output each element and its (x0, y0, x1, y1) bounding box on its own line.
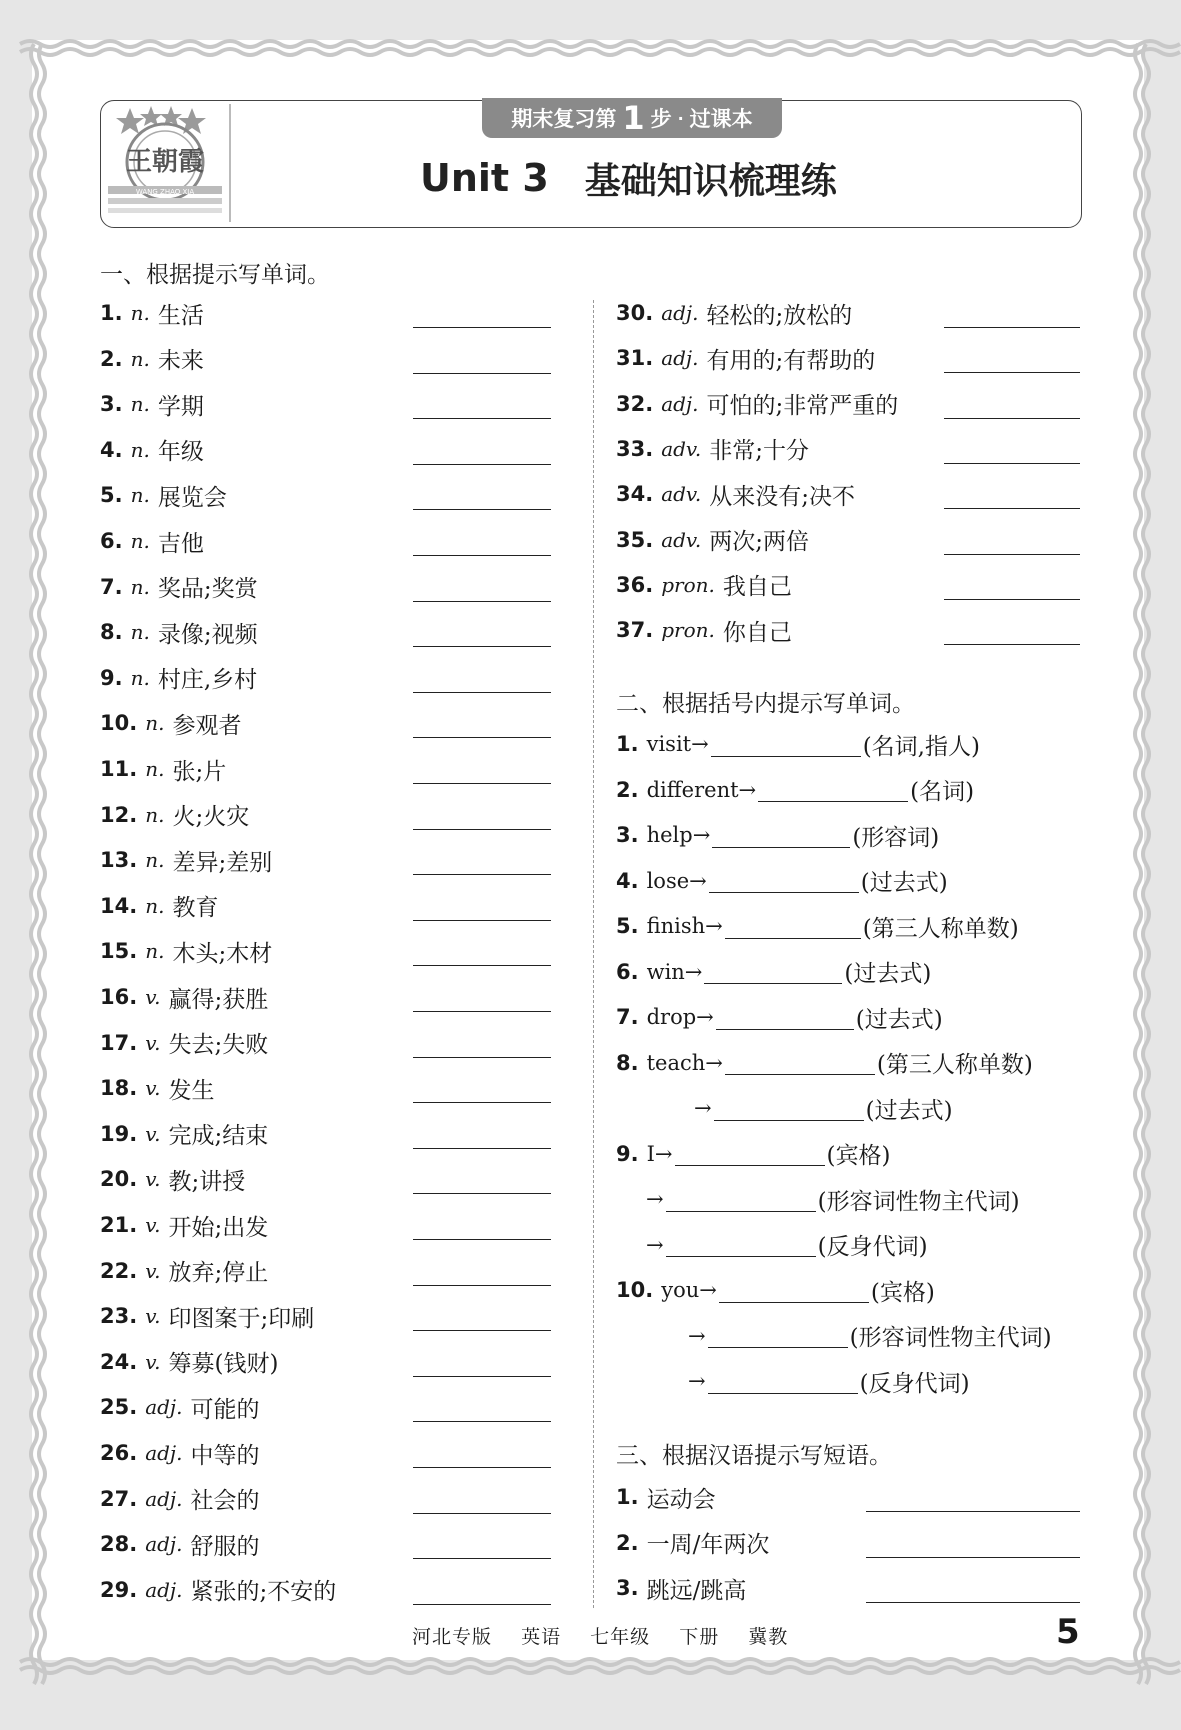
transform-item (616, 864, 948, 898)
item-number: 17. (100, 1030, 138, 1055)
vocab-item (100, 342, 204, 376)
base-word: → (688, 1323, 706, 1348)
vocab-item (100, 387, 204, 421)
vocab-item (100, 433, 204, 467)
base-word: teach→ (646, 1050, 723, 1075)
transform-item (646, 1228, 928, 1262)
item-number: 9. (616, 1141, 639, 1166)
item-number: 35. (616, 527, 654, 552)
item-meaning: 木头;木材 (172, 940, 273, 967)
answer-blank[interactable] (413, 1604, 551, 1605)
answer-blank[interactable] (944, 599, 1080, 600)
answer-blank[interactable] (725, 1050, 875, 1075)
answer-blank[interactable] (413, 1148, 551, 1149)
wave-line (20, 1667, 1180, 1673)
answer-blank[interactable] (413, 692, 551, 693)
item-meaning: 展览会 (157, 484, 227, 511)
part-of-speech: n. (145, 711, 165, 736)
part-of-speech: v. (145, 1167, 161, 1192)
item-number: 32. (616, 391, 654, 416)
answer-blank[interactable] (944, 644, 1080, 645)
answer-blank[interactable] (708, 1323, 848, 1348)
part-of-speech: adj. (661, 346, 699, 371)
item-number: 33. (616, 436, 654, 461)
item-number: 21. (100, 1213, 138, 1237)
item-number: 3. (616, 823, 639, 847)
section2-heading: 二、根据括号内提示写单词。 (616, 691, 915, 717)
part-of-speech: adj. (145, 1577, 183, 1602)
page-title (420, 148, 1020, 208)
item-meaning: 张;片 (172, 758, 227, 785)
form-hint: (形容词) (852, 824, 940, 851)
item-meaning: 奖品;奖赏 (157, 576, 258, 603)
footer-subject: 英语 (521, 1626, 562, 1648)
form-hint: (名词) (910, 779, 975, 805)
form-hint: (反身代词) (859, 1370, 970, 1397)
part-of-speech: v. (145, 1349, 161, 1374)
answer-blank[interactable] (675, 1141, 825, 1166)
phrase-item (616, 1526, 769, 1560)
item-meaning: 非常;十分 (709, 438, 809, 465)
vocab-item (100, 1071, 215, 1105)
part-of-speech: v. (145, 1213, 161, 1237)
item-number: 19. (100, 1121, 138, 1146)
transform-item (688, 1319, 1052, 1353)
item-number: 31. (616, 346, 654, 371)
review-step-tab (482, 98, 782, 138)
item-meaning: 紧张的;不安的 (190, 1579, 337, 1606)
vocab-item (100, 1527, 260, 1561)
answer-blank[interactable] (711, 732, 861, 757)
part-of-speech: adv. (661, 436, 702, 461)
answer-blank[interactable] (413, 829, 551, 830)
base-word: help→ (646, 823, 711, 847)
answer-blank[interactable] (712, 823, 850, 848)
transform-item (616, 773, 974, 807)
phrase-meaning: 运动会 (646, 1486, 716, 1513)
vocab-item (616, 341, 875, 375)
answer-blank[interactable] (413, 373, 551, 374)
part-of-speech: n. (130, 529, 150, 553)
item-meaning: 吉他 (157, 530, 204, 557)
item-number: 12. (100, 802, 138, 827)
svg-text:王朝霞: 王朝霞 (125, 147, 205, 177)
item-number: 6. (616, 959, 639, 984)
answer-blank[interactable] (944, 463, 1080, 464)
vocab-item (100, 1208, 268, 1242)
item-meaning: 赢得;获胜 (168, 986, 269, 1013)
item-number: 18. (100, 1076, 138, 1101)
vocab-item (100, 478, 227, 512)
item-number: 1. (616, 1485, 639, 1509)
base-word: lose→ (646, 868, 707, 893)
tab-dot: · (677, 108, 684, 128)
item-meaning: 印图案于;印刷 (168, 1305, 315, 1332)
answer-blank[interactable] (666, 1187, 816, 1212)
answer-blank[interactable] (413, 1376, 551, 1377)
answer-blank[interactable] (413, 601, 551, 602)
part-of-speech: n. (130, 620, 150, 645)
base-word: finish→ (646, 914, 723, 938)
logo-seal (104, 104, 226, 222)
answer-blank[interactable] (413, 1513, 551, 1514)
tab-prefix: 期末复习第 (511, 107, 617, 131)
item-number: 24. (100, 1349, 138, 1374)
form-hint: (宾格) (870, 1279, 935, 1306)
part-of-speech: adj. (145, 1486, 183, 1511)
form-hint: (过去式) (855, 1006, 943, 1033)
item-number: 2. (616, 1530, 639, 1555)
tab-name: 过课本 (689, 107, 753, 131)
form-hint: (过去式) (860, 870, 948, 896)
form-hint: (过去式) (844, 961, 932, 987)
form-hint: (形容词性物主代词) (817, 1188, 1020, 1215)
tab-step-number: 1 (622, 99, 645, 137)
part-of-speech: n. (145, 802, 165, 827)
item-number: 15. (100, 939, 138, 964)
item-meaning: 完成;结束 (168, 1123, 269, 1150)
answer-blank[interactable] (413, 1239, 551, 1240)
vocab-item (100, 889, 218, 923)
answer-blank[interactable] (413, 920, 551, 921)
answer-blank[interactable] (413, 1421, 551, 1422)
item-number: 28. (100, 1532, 138, 1557)
form-hint: (名词,指人) (862, 733, 980, 760)
part-of-speech: adj. (145, 1395, 183, 1420)
part-of-speech: v. (145, 1304, 161, 1329)
transform-item (616, 1273, 935, 1307)
vocab-item (100, 1390, 260, 1424)
item-meaning: 舒服的 (190, 1533, 260, 1560)
base-word: → (646, 1232, 664, 1257)
vocab-item (100, 615, 258, 649)
item-meaning: 教育 (172, 895, 219, 922)
part-of-speech: adj. (145, 1532, 183, 1557)
item-number: 10. (100, 711, 138, 736)
answer-blank[interactable] (413, 1011, 551, 1012)
answer-blank[interactable] (413, 418, 551, 419)
item-meaning: 你自己 (722, 619, 792, 646)
item-meaning: 社会的 (190, 1488, 260, 1515)
part-of-speech: n. (145, 757, 165, 781)
transform-item (616, 727, 980, 761)
footer-grade: 七年级 (590, 1626, 651, 1648)
item-number: 3. (616, 1576, 639, 1600)
vocab-item (616, 432, 809, 466)
answer-blank[interactable] (413, 1193, 551, 1194)
answer-blank[interactable] (413, 327, 551, 328)
transform-item (616, 1137, 890, 1171)
item-meaning: 差异;差别 (172, 849, 273, 876)
vocab-item (100, 980, 268, 1014)
item-number: 13. (100, 848, 138, 873)
phrase-item (616, 1571, 746, 1605)
section1-heading: 一、根据提示写单词。 (100, 262, 330, 288)
vocab-item (100, 570, 258, 604)
answer-blank[interactable] (758, 777, 908, 802)
part-of-speech: n. (130, 301, 150, 325)
answer-blank[interactable] (944, 554, 1080, 555)
item-meaning: 录像;视频 (157, 621, 258, 648)
part-of-speech: v. (145, 1030, 161, 1055)
answer-blank[interactable] (413, 1057, 551, 1058)
vocab-item (616, 296, 852, 330)
transform-item (694, 1091, 953, 1125)
item-meaning: 开始;出发 (168, 1214, 269, 1241)
item-number: 27. (100, 1486, 138, 1511)
answer-blank[interactable] (413, 783, 551, 784)
item-number: 1. (100, 301, 123, 325)
item-meaning: 中等的 (190, 1442, 260, 1469)
item-meaning: 学期 (157, 393, 204, 420)
answer-blank[interactable] (413, 1102, 551, 1103)
item-number: 8. (616, 1050, 639, 1075)
vocab-item (616, 477, 855, 511)
part-of-speech: n. (145, 893, 165, 918)
item-number: 16. (100, 985, 138, 1009)
answer-blank[interactable] (413, 874, 551, 875)
answer-blank[interactable] (413, 737, 551, 738)
vocab-item (100, 1117, 268, 1151)
answer-blank[interactable] (413, 1467, 551, 1468)
answer-blank[interactable] (666, 1232, 816, 1257)
item-meaning: 发生 (168, 1077, 215, 1104)
item-number: 36. (616, 572, 654, 597)
vocab-item (616, 387, 898, 421)
footer-info (412, 1622, 810, 1649)
vocab-item (100, 798, 249, 832)
transform-item (646, 1182, 1020, 1216)
transform-item (616, 818, 939, 852)
part-of-speech: pron. (661, 618, 715, 643)
transform-item (616, 1046, 1033, 1080)
item-number: 9. (100, 665, 123, 690)
item-number: 7. (100, 574, 123, 599)
form-hint: (第三人称单数) (876, 1052, 1033, 1078)
title-text: 基础知识梳理练 (584, 160, 837, 202)
item-number: 5. (616, 914, 639, 938)
answer-blank[interactable] (413, 464, 551, 465)
answer-blank[interactable] (944, 327, 1080, 328)
vocab-item (100, 1436, 260, 1470)
part-of-speech: v. (145, 1258, 161, 1283)
item-number: 8. (100, 620, 123, 645)
base-word: → (694, 1096, 712, 1120)
logo-divider (229, 104, 231, 222)
part-of-speech: adj. (661, 391, 699, 416)
item-meaning: 两次;两倍 (709, 529, 809, 555)
vocab-item (616, 523, 809, 557)
part-of-speech: n. (145, 939, 165, 964)
form-hint: (过去式) (865, 1097, 953, 1124)
item-number: 1. (616, 732, 639, 756)
answer-blank[interactable] (944, 372, 1080, 373)
part-of-speech: n. (145, 848, 165, 873)
vocab-item (100, 1162, 245, 1196)
phrase-item (616, 1480, 716, 1514)
answer-blank[interactable] (714, 1096, 864, 1121)
answer-blank[interactable] (413, 965, 551, 966)
transform-item (616, 1000, 943, 1034)
vocab-item (100, 1026, 268, 1060)
part-of-speech: adv. (661, 482, 702, 507)
vocab-item (100, 524, 204, 558)
part-of-speech: v. (145, 1121, 161, 1146)
phrase-meaning: 一周/年两次 (646, 1532, 770, 1558)
form-hint: (形容词性物主代词) (849, 1325, 1052, 1351)
item-meaning: 有用的;有帮助的 (706, 347, 876, 374)
answer-blank[interactable] (708, 1369, 858, 1394)
item-meaning: 村庄,乡村 (157, 667, 258, 694)
vocab-item (100, 1299, 314, 1333)
item-number: 20. (100, 1167, 138, 1192)
part-of-speech: n. (130, 665, 150, 690)
part-of-speech: n. (130, 346, 150, 371)
answer-blank[interactable] (725, 914, 861, 939)
item-meaning: 教;讲授 (168, 1168, 246, 1195)
item-number: 25. (100, 1395, 138, 1420)
base-word: → (646, 1187, 664, 1211)
item-number: 7. (616, 1005, 639, 1029)
answer-blank[interactable] (719, 1278, 869, 1303)
part-of-speech: n. (130, 392, 150, 417)
part-of-speech: n. (130, 437, 150, 462)
vocab-item (100, 1345, 278, 1379)
answer-blank[interactable] (413, 1558, 551, 1559)
answer-blank[interactable] (866, 1557, 1080, 1558)
vocab-item (100, 1573, 336, 1607)
part-of-speech: n. (130, 483, 150, 508)
answer-blank[interactable] (413, 1330, 551, 1331)
item-meaning: 轻松的;放松的 (706, 302, 853, 329)
transform-item (688, 1364, 970, 1398)
answer-blank[interactable] (866, 1602, 1080, 1603)
item-meaning: 生活 (157, 302, 204, 329)
item-number: 2. (616, 777, 639, 802)
item-number: 4. (100, 437, 123, 462)
base-word: drop→ (646, 1005, 714, 1029)
item-meaning: 我自己 (722, 574, 792, 601)
vocab-item (100, 1254, 268, 1288)
vocab-item (100, 843, 272, 877)
answer-blank[interactable] (413, 1285, 551, 1286)
item-meaning: 火;火灾 (172, 804, 250, 831)
item-number: 10. (616, 1278, 654, 1302)
part-of-speech: adj. (145, 1441, 183, 1465)
answer-blank[interactable] (944, 508, 1080, 509)
tab-suffix: 步 (650, 107, 672, 131)
item-meaning: 失去;失败 (168, 1032, 269, 1059)
vocab-item (100, 934, 272, 968)
footer-volume: 下册 (679, 1626, 720, 1648)
vocab-item (100, 1482, 260, 1516)
item-meaning: 可怕的;非常严重的 (706, 393, 899, 420)
base-word: different→ (646, 777, 757, 802)
item-meaning: 从来没有;决不 (709, 483, 855, 510)
item-number: 26. (100, 1441, 138, 1465)
answer-blank[interactable] (704, 959, 842, 984)
answer-blank[interactable] (944, 418, 1080, 419)
item-number: 22. (100, 1258, 138, 1283)
item-meaning: 放弃;停止 (168, 1260, 269, 1287)
item-meaning: 参观者 (172, 712, 242, 739)
item-number: 2. (100, 346, 123, 371)
section3-heading: 三、根据汉语提示写短语。 (616, 1443, 892, 1469)
vocab-item (100, 706, 241, 740)
vocab-item (616, 568, 792, 602)
svg-text:WANG ZHAO XIA: WANG ZHAO XIA (135, 188, 195, 196)
base-word: visit→ (646, 732, 709, 756)
part-of-speech: v. (145, 1076, 161, 1101)
item-number: 29. (100, 1577, 138, 1602)
part-of-speech: adv. (661, 527, 702, 552)
answer-blank[interactable] (866, 1511, 1080, 1512)
item-number: 11. (100, 757, 138, 781)
item-meaning: 可能的 (190, 1396, 260, 1423)
form-hint: (第三人称单数) (862, 915, 1019, 942)
vocab-item (100, 296, 204, 330)
vocab-item (616, 613, 792, 647)
part-of-speech: adj. (661, 301, 699, 325)
footer-publisher: 冀教 (748, 1626, 789, 1648)
item-number: 23. (100, 1304, 138, 1329)
item-number: 14. (100, 893, 138, 918)
answer-blank[interactable] (716, 1005, 854, 1030)
item-meaning: 未来 (157, 348, 204, 375)
answer-blank[interactable] (413, 646, 551, 647)
item-number: 34. (616, 482, 654, 507)
answer-blank[interactable] (413, 555, 551, 556)
item-meaning: 筹募(钱财) (168, 1351, 279, 1378)
item-number: 6. (100, 529, 123, 553)
item-number: 30. (616, 301, 654, 325)
base-word: win→ (646, 959, 703, 984)
base-word: I→ (646, 1141, 673, 1166)
base-word: you→ (661, 1278, 717, 1302)
answer-blank[interactable] (413, 509, 551, 510)
column-divider (593, 300, 594, 1608)
part-of-speech: v. (145, 985, 161, 1009)
item-number: 37. (616, 618, 654, 643)
item-number: 4. (616, 868, 639, 893)
form-hint: (宾格) (826, 1143, 891, 1169)
transform-item (616, 955, 931, 989)
item-number: 3. (100, 392, 123, 417)
vocab-item (100, 752, 226, 786)
form-hint: (反身代词) (817, 1234, 928, 1260)
vocab-item (100, 661, 257, 695)
footer-edition: 河北专版 (412, 1626, 493, 1648)
transform-item (616, 909, 1019, 943)
page-number: 5 (1056, 1612, 1080, 1652)
answer-blank[interactable] (709, 868, 859, 893)
item-meaning: 年级 (157, 439, 204, 466)
phrase-meaning: 跳远/跳高 (646, 1577, 747, 1604)
base-word: → (688, 1369, 706, 1393)
part-of-speech: n. (130, 574, 150, 599)
part-of-speech: pron. (661, 572, 715, 597)
item-number: 5. (100, 483, 123, 508)
unit-label: Unit 3 (420, 156, 549, 200)
